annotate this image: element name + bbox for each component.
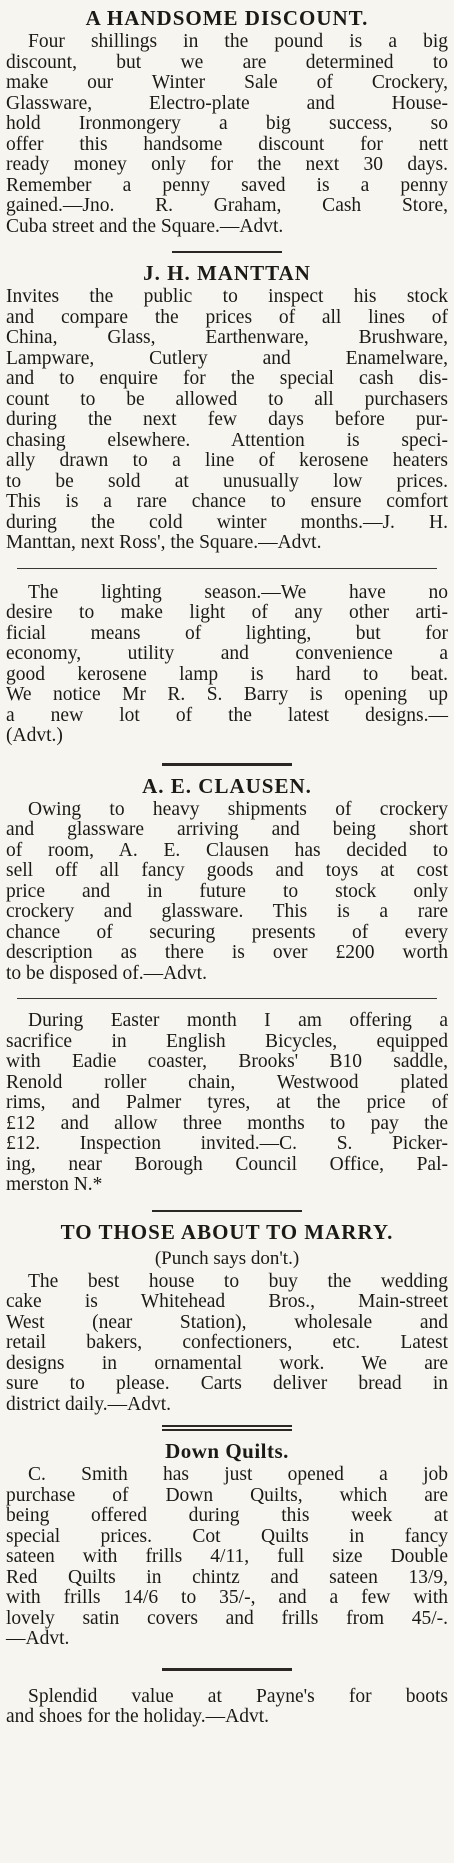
ad-text-line: Renold roller chain, Westwood plated xyxy=(6,1071,448,1093)
ad-text-line: Four shillings in the pound is a big xyxy=(28,31,448,52)
ad-text-line: ing, near Borough Council Office, Pal- xyxy=(6,1153,448,1175)
ad-text-line: retail bakers, confectioners, etc. Latest xyxy=(6,1332,448,1353)
ad-text-line: of room, A. E. Clausen has decided to xyxy=(6,839,448,861)
column-divider xyxy=(172,251,282,253)
ad-text-line: during the cold winter months.—J. H. xyxy=(6,511,448,533)
ad-text-line: ally drawn to a line of kerosene heaters xyxy=(6,450,448,471)
ad-text-line: Invites the public to inspect his stock xyxy=(6,286,448,307)
ad-text-line: designs in ornamental work. We are xyxy=(6,1352,448,1374)
ad-text-line: The best house to buy the wedding xyxy=(28,1270,448,1292)
ad-text-line: lovely satin covers and frills from 45/-. xyxy=(6,1607,448,1629)
ad-text-line: C. Smith has just opened a job xyxy=(28,1464,448,1485)
ad-text-line: Manttan, next Ross', the Square.—Advt. xyxy=(6,532,322,553)
ad-text-line: economy, utility and convenience a xyxy=(6,643,448,664)
newspaper-column xyxy=(0,4,454,1863)
ad-text-line: sell off all fancy goods and toys at cost xyxy=(6,860,448,881)
ad-text-line: and shoes for the holiday.—Advt. xyxy=(6,1706,270,1727)
ad-bicycles xyxy=(6,1011,448,1196)
ad-text-line: sacrifice in English Bicycles, equipped xyxy=(6,1030,448,1052)
column-divider xyxy=(17,998,437,999)
column-divider xyxy=(162,1425,292,1427)
ad-text-line: price and in future to stock only xyxy=(6,880,448,902)
ad-text-line: with frills 14/6 to 35/-, and a few with xyxy=(6,1587,448,1608)
ad-text-line: Lampware, Cutlery and Enamelware, xyxy=(6,347,448,369)
ad-text-line: Glassware, Electro-plate and House- xyxy=(6,92,448,114)
ad-body xyxy=(6,800,448,985)
ad-text-line: during the next few days before pur- xyxy=(6,409,448,430)
ad-text-line: and compare the prices of all lines of xyxy=(6,306,448,328)
ad-text-line: Cuba street and the Square.—Advt. xyxy=(6,215,284,237)
column-divider xyxy=(17,568,437,569)
ad-heading: TO THOSE ABOUT TO MARRY. xyxy=(60,1219,394,1244)
ad-manttan xyxy=(6,259,448,554)
ad-text-line: special prices. Cot Quilts in fancy xyxy=(6,1525,448,1547)
ad-text-line: desire to make light of any other arti- xyxy=(6,602,448,623)
ad-text-line: This is a rare chance to ensure comfort xyxy=(6,491,448,512)
ad-text-line: Owing to heavy shipments of crockery xyxy=(28,798,448,820)
ad-text-line: hold Ironmongery a big success, so xyxy=(6,113,448,134)
ad-text-line: offer this handsome discount for nett xyxy=(6,133,448,155)
ad-subheading: (Punch says don't.) xyxy=(154,1247,300,1269)
ad-text-line: —Advt. xyxy=(6,1628,70,1649)
ad-text-line: count to be allowed to all purchasers xyxy=(6,388,448,410)
column-divider xyxy=(162,1668,292,1671)
ad-text-line: merston N.* xyxy=(6,1174,103,1195)
ad-text-line: chance of securing presents of every xyxy=(6,921,448,943)
ad-text-line: and glassware arriving and being short xyxy=(6,819,448,840)
ad-body xyxy=(6,1465,448,1650)
ad-text-line: sateen with frills 4/11, full size Double xyxy=(6,1546,448,1567)
ad-text-line: The lighting season.—We have no xyxy=(28,581,448,603)
ad-lighting-season xyxy=(6,583,448,747)
ad-text-line: sure to please. Carts deliver bread in xyxy=(6,1373,448,1394)
ad-marry xyxy=(6,1218,448,1416)
ad-text-line: West (near Station), wholesale and xyxy=(6,1311,448,1333)
ad-text-line: We notice Mr R. S. Barry is opening up xyxy=(6,684,448,705)
ad-text-line: China, Glass, Earthenware, Brushware, xyxy=(6,327,448,348)
ad-down-quilts xyxy=(6,1437,448,1650)
ad-heading: A HANDSOME DISCOUNT. xyxy=(85,6,369,30)
ad-text-line: cake is Whitehead Bros., Main-street xyxy=(6,1291,448,1312)
ad-payne xyxy=(6,1687,448,1728)
ad-text-line: a new lot of the latest designs.— xyxy=(6,704,448,726)
ad-text-line: and to enquire for the special cash dis- xyxy=(6,368,448,389)
ad-text-line: good kerosene lamp is hard to beat. xyxy=(6,663,448,685)
ad-text-line: crockery and glassware. This is a rare xyxy=(6,901,448,922)
ad-body xyxy=(6,1272,448,1416)
ad-clausen xyxy=(6,772,448,985)
ad-text-line: Remember a penny saved is a penny xyxy=(6,174,448,196)
ad-text-line: purchase of Down Quilts, which are xyxy=(6,1484,448,1506)
ad-body xyxy=(6,1011,448,1196)
ad-text-line: discount, but we are determined to xyxy=(6,51,448,73)
ad-text-line: with Eadie coaster, Brooks' B10 saddle, xyxy=(6,1051,448,1072)
ad-body xyxy=(6,1687,448,1728)
ad-text-line: description as there is over £200 worth xyxy=(6,942,448,963)
ad-text-line: gained.—Jno. R. Graham, Cash Store, xyxy=(6,195,448,216)
ad-body xyxy=(6,583,448,747)
ad-body xyxy=(6,287,448,554)
ad-handsome-discount xyxy=(6,4,448,237)
ad-text-line: ficial means of lighting, but for xyxy=(6,622,448,644)
ad-heading: J. H. MANTTAN xyxy=(143,261,311,285)
column-divider xyxy=(152,1210,302,1212)
ad-text-line: £12. Inspection invited.—C. S. Picker- xyxy=(6,1133,448,1154)
ad-heading: Down Quilts. xyxy=(165,1439,289,1463)
ad-text-line: to be disposed of.—Advt. xyxy=(6,962,207,984)
ad-text-line: Splendid value at Payne's for boots xyxy=(28,1685,448,1707)
ad-text-line: During Easter month I am offering a xyxy=(28,1010,448,1031)
ad-text-line: Red Quilts in chintz and sateen 13/9, xyxy=(6,1566,448,1588)
ad-text-line: (Advt.) xyxy=(6,725,63,746)
ad-text-line: being offered during this week at xyxy=(6,1505,448,1526)
column-divider xyxy=(162,763,292,766)
ad-heading: A. E. CLAUSEN. xyxy=(142,773,312,798)
ad-text-line: to be sold at unusually low prices. xyxy=(6,470,448,492)
ad-text-line: rims, and Palmer tyres, at the price of xyxy=(6,1092,448,1113)
ad-text-line: ready money only for the next 30 days. xyxy=(6,154,448,175)
ad-body xyxy=(6,32,448,237)
ad-text-line: district daily.—Advt. xyxy=(6,1393,172,1415)
ad-text-line: make our Winter Sale of Crockery, xyxy=(6,72,448,93)
ad-text-line: chasing elsewhere. Attention is speci- xyxy=(6,429,448,451)
ad-text-line: £12 and allow three months to pay the xyxy=(6,1112,448,1134)
